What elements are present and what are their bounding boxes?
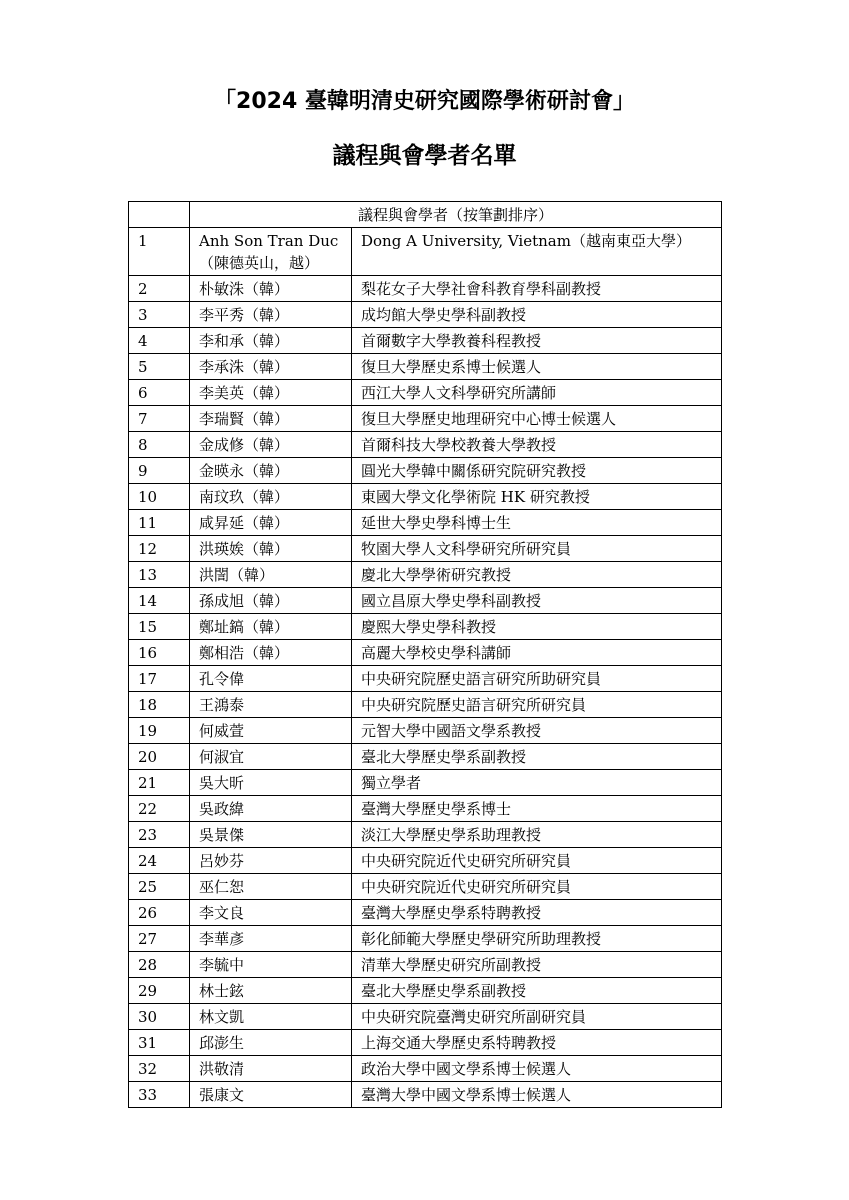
scholar-name	[190, 562, 352, 588]
scholar-name	[190, 666, 352, 692]
scholar-name	[190, 510, 352, 536]
row-number: 7	[129, 406, 190, 432]
scholar-name-line: 李美英（韓）	[199, 384, 290, 402]
table-row	[129, 926, 722, 952]
table-header: 議程與會學者（按筆劃排序）	[190, 202, 722, 228]
scholar-affiliation: 中央研究院近代史研究所研究員	[352, 848, 722, 874]
row-number: 17	[129, 666, 190, 692]
row-number: 6	[129, 380, 190, 406]
table-row	[129, 406, 722, 432]
scholar-name	[190, 536, 352, 562]
scholar-affiliation: 復旦大學歷史地理研究中心博士候選人	[352, 406, 722, 432]
row-number: 1	[129, 228, 190, 276]
scholar-affiliation: 臺灣大學歷史學系博士	[352, 796, 722, 822]
scholar-name-line: 林士鉉	[199, 982, 245, 1000]
row-number: 19	[129, 718, 190, 744]
table-row	[129, 900, 722, 926]
table-row	[129, 302, 722, 328]
table-row	[129, 1030, 722, 1056]
scholar-name-line: 林文凱	[199, 1008, 245, 1026]
document-subtitle: 議程與會學者名單	[332, 143, 517, 169]
scholar-affiliation: 首爾科技大學校教養大學教授	[352, 432, 722, 458]
scholar-affiliation: 上海交通大學歷史系特聘教授	[352, 1030, 722, 1056]
table-row	[129, 510, 722, 536]
table-row	[129, 692, 722, 718]
table-row	[129, 666, 722, 692]
table-row	[129, 1056, 722, 1082]
scholar-name	[190, 978, 352, 1004]
row-number: 13	[129, 562, 190, 588]
scholar-name-line: 何淑宜	[199, 748, 245, 766]
scholar-name	[190, 406, 352, 432]
scholar-affiliation: 西江大學人文科學研究所講師	[352, 380, 722, 406]
scholar-name-line: 李承洙（韓）	[199, 358, 290, 376]
scholar-name-line: 李瑞賢（韓）	[199, 410, 290, 428]
scholar-name	[190, 354, 352, 380]
row-number: 23	[129, 822, 190, 848]
scholar-name	[190, 1082, 352, 1108]
row-number: 8	[129, 432, 190, 458]
row-number: 16	[129, 640, 190, 666]
scholar-name-line: 洪瑛娭（韓）	[199, 540, 290, 558]
scholar-affiliation: 延世大學史學科博士生	[352, 510, 722, 536]
scholar-name-line: 洪敬清	[199, 1060, 245, 1078]
scholar-affiliation: Dong A University, Vietnam（越南東亞大學）	[352, 228, 722, 276]
table-row	[129, 744, 722, 770]
scholar-name-line: 李和承（韓）	[199, 332, 290, 350]
scholar-name-line: 李華彥	[199, 930, 245, 948]
scholar-name-line: 孫成旭（韓）	[199, 592, 290, 610]
scholar-name	[190, 952, 352, 978]
row-number: 26	[129, 900, 190, 926]
scholar-affiliation: 清華大學歷史研究所副教授	[352, 952, 722, 978]
scholar-name	[190, 874, 352, 900]
scholar-name	[190, 1056, 352, 1082]
scholar-affiliation: 高麗大學校史學科講師	[352, 640, 722, 666]
scholar-name	[190, 276, 352, 302]
table-row	[129, 978, 722, 1004]
scholar-name	[190, 1030, 352, 1056]
row-number: 2	[129, 276, 190, 302]
scholar-name	[190, 744, 352, 770]
row-number: 15	[129, 614, 190, 640]
scholar-name-line: 朴敏洙（韓）	[199, 280, 290, 298]
scholar-affiliation: 獨立學者	[352, 770, 722, 796]
scholar-name	[190, 718, 352, 744]
scholar-affiliation: 彰化師範大學歷史學研究所助理教授	[352, 926, 722, 952]
scholar-name-line: 金成修（韓）	[199, 436, 290, 454]
table-row	[129, 874, 722, 900]
scholar-affiliation: 中央研究院臺灣史研究所副研究員	[352, 1004, 722, 1030]
table-row	[129, 228, 722, 276]
row-number: 20	[129, 744, 190, 770]
table-row	[129, 822, 722, 848]
scholar-name-line: 孔令偉	[199, 670, 245, 688]
scholar-affiliation: 淡江大學歷史學系助理教授	[352, 822, 722, 848]
table-row	[129, 1004, 722, 1030]
row-number: 21	[129, 770, 190, 796]
scholar-name-line: 南玟玖（韓）	[199, 488, 290, 506]
scholar-affiliation: 成均館大學史學科副教授	[352, 302, 722, 328]
scholar-affiliation: 中央研究院歷史語言研究所助研究員	[352, 666, 722, 692]
row-number: 3	[129, 302, 190, 328]
scholar-name	[190, 588, 352, 614]
row-number: 32	[129, 1056, 190, 1082]
scholar-name-line: 吳政緯	[199, 800, 245, 818]
scholar-name	[190, 302, 352, 328]
row-number: 4	[129, 328, 190, 354]
table-row	[129, 484, 722, 510]
scholar-name	[190, 228, 352, 276]
scholar-name-line: 張康文	[199, 1086, 245, 1104]
row-number: 24	[129, 848, 190, 874]
row-number: 31	[129, 1030, 190, 1056]
row-number: 28	[129, 952, 190, 978]
scholar-name-line: 巫仁恕	[199, 878, 245, 896]
scholar-name-line: 鄭址鎬（韓）	[199, 618, 290, 636]
scholar-affiliation: 梨花女子大學社會科教育學科副教授	[352, 276, 722, 302]
scholar-affiliation: 臺北大學歷史學系副教授	[352, 978, 722, 1004]
scholar-name-line: 李文良	[199, 904, 245, 922]
table-row	[129, 848, 722, 874]
table-row	[129, 1082, 722, 1108]
scholar-affiliation: 政治大學中國文學系博士候選人	[352, 1056, 722, 1082]
scholar-name	[190, 900, 352, 926]
scholar-affiliation: 元智大學中國語文學系教授	[352, 718, 722, 744]
scholar-name	[190, 770, 352, 796]
scholar-name-line: Anh Son Tran Duc	[199, 232, 339, 250]
participant-table	[128, 201, 722, 1108]
row-number: 10	[129, 484, 190, 510]
scholar-name-alt-line: （陳德英山，越）	[199, 254, 320, 272]
scholar-name	[190, 926, 352, 952]
table-row	[129, 796, 722, 822]
document-title: 「2024 臺韓明清史研究國際學術研討會」	[214, 89, 635, 114]
scholar-affiliation: 臺北大學歷史學系副教授	[352, 744, 722, 770]
scholar-name	[190, 614, 352, 640]
scholar-name-line: 李平秀（韓）	[199, 306, 290, 324]
table-row	[129, 770, 722, 796]
scholar-name-line: 咸昇延（韓）	[199, 514, 290, 532]
row-number: 18	[129, 692, 190, 718]
scholar-name	[190, 328, 352, 354]
table-row	[129, 588, 722, 614]
row-number: 14	[129, 588, 190, 614]
row-number: 11	[129, 510, 190, 536]
row-number: 27	[129, 926, 190, 952]
scholar-name-line: 吳景傑	[199, 826, 245, 844]
table-row	[129, 432, 722, 458]
table-row	[129, 276, 722, 302]
table-row	[129, 458, 722, 484]
scholar-affiliation: 首爾數字大學教養科程教授	[352, 328, 722, 354]
scholar-affiliation: 臺灣大學歷史學系特聘教授	[352, 900, 722, 926]
scholar-affiliation: 慶熙大學史學科教授	[352, 614, 722, 640]
scholar-name	[190, 692, 352, 718]
scholar-name-line: 呂妙芬	[199, 852, 245, 870]
scholar-affiliation: 圓光大學韓中關係研究院研究教授	[352, 458, 722, 484]
header-empty-cell	[129, 202, 190, 228]
scholar-name-line: 王鴻泰	[199, 696, 245, 714]
scholar-name	[190, 796, 352, 822]
scholar-name	[190, 458, 352, 484]
scholar-name	[190, 848, 352, 874]
scholar-affiliation: 中央研究院近代史研究所研究員	[352, 874, 722, 900]
table-row	[129, 354, 722, 380]
row-number: 29	[129, 978, 190, 1004]
table-row	[129, 328, 722, 354]
scholar-name-line: 李毓中	[199, 956, 245, 974]
scholar-name-line: 邱澎生	[199, 1034, 245, 1052]
scholar-affiliation: 國立昌原大學史學科副教授	[352, 588, 722, 614]
participant-table-body	[129, 202, 722, 1108]
row-number: 5	[129, 354, 190, 380]
scholar-affiliation: 慶北大學學術研究教授	[352, 562, 722, 588]
row-number: 22	[129, 796, 190, 822]
scholar-affiliation: 臺灣大學中國文學系博士候選人	[352, 1082, 722, 1108]
scholar-name	[190, 1004, 352, 1030]
scholar-name	[190, 432, 352, 458]
row-number: 9	[129, 458, 190, 484]
scholar-name	[190, 822, 352, 848]
scholar-name	[190, 640, 352, 666]
table-row	[129, 640, 722, 666]
scholar-name-line: 洪誾（韓）	[199, 566, 275, 584]
scholar-name-line: 何威萱	[199, 722, 245, 740]
scholar-name	[190, 484, 352, 510]
scholar-name-line: 鄭相浩（韓）	[199, 644, 290, 662]
row-number: 25	[129, 874, 190, 900]
row-number: 33	[129, 1082, 190, 1108]
table-row	[129, 614, 722, 640]
scholar-name	[190, 380, 352, 406]
table-header-row	[129, 202, 722, 228]
row-number: 30	[129, 1004, 190, 1030]
scholar-affiliation: 牧園大學人文科學研究所研究員	[352, 536, 722, 562]
scholar-affiliation: 東國大學文化學術院 HK 研究教授	[352, 484, 722, 510]
table-row	[129, 718, 722, 744]
scholar-name-line: 吳大昕	[199, 774, 245, 792]
table-row	[129, 380, 722, 406]
row-number: 12	[129, 536, 190, 562]
scholar-affiliation: 復旦大學歷史系博士候選人	[352, 354, 722, 380]
table-row	[129, 536, 722, 562]
table-row	[129, 562, 722, 588]
scholar-name-line: 金暎永（韓）	[199, 462, 290, 480]
table-row	[129, 952, 722, 978]
scholar-affiliation: 中央研究院歷史語言研究所研究員	[352, 692, 722, 718]
